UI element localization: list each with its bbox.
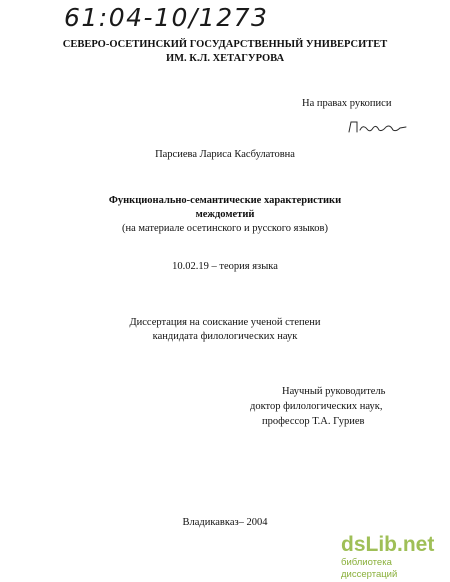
dissertation-subtitle: (на материале осетинского и русского языков) [122,223,328,234]
degree-line: Диссертация на соискание ученой степени [129,317,321,328]
rights-note: На правах рукописи [302,98,392,109]
university-name-2: ИМ. К.Л. ХЕТАГУРОВА [165,53,285,64]
watermark-subtitle: библиотека диссертаций [341,557,398,580]
supervisor-degree: доктор филологических наук, [250,401,383,412]
university-name: СЕВЕРО-ОСЕТИНСКИЙ ГОСУДАРСТВЕННЫЙ УНИВЕРСИТЕТ [62,39,388,50]
author-name: Парсиева Лариса Касбулатовна [155,149,295,160]
dissertation-title: Функционально-семантические характеристики [108,195,342,206]
specialty-code: 10.02.19 – теория языка [172,261,278,272]
signature [346,118,408,138]
supervisor-name: профессор Т.А. Гуриев [262,416,365,427]
city-year: Владикавказ– 2004 [182,517,268,528]
handwritten-stamp [62,2,302,32]
watermark [341,533,449,581]
watermark-logo: dsLib.net [341,533,435,556]
supervisor-label: Научный руководитель [282,386,386,397]
dissertation-title-2: междометий [195,209,255,220]
degree-line-2: кандидата филологических наук [152,331,298,342]
stamp-number: 61:04-10/1273 [64,3,269,32]
